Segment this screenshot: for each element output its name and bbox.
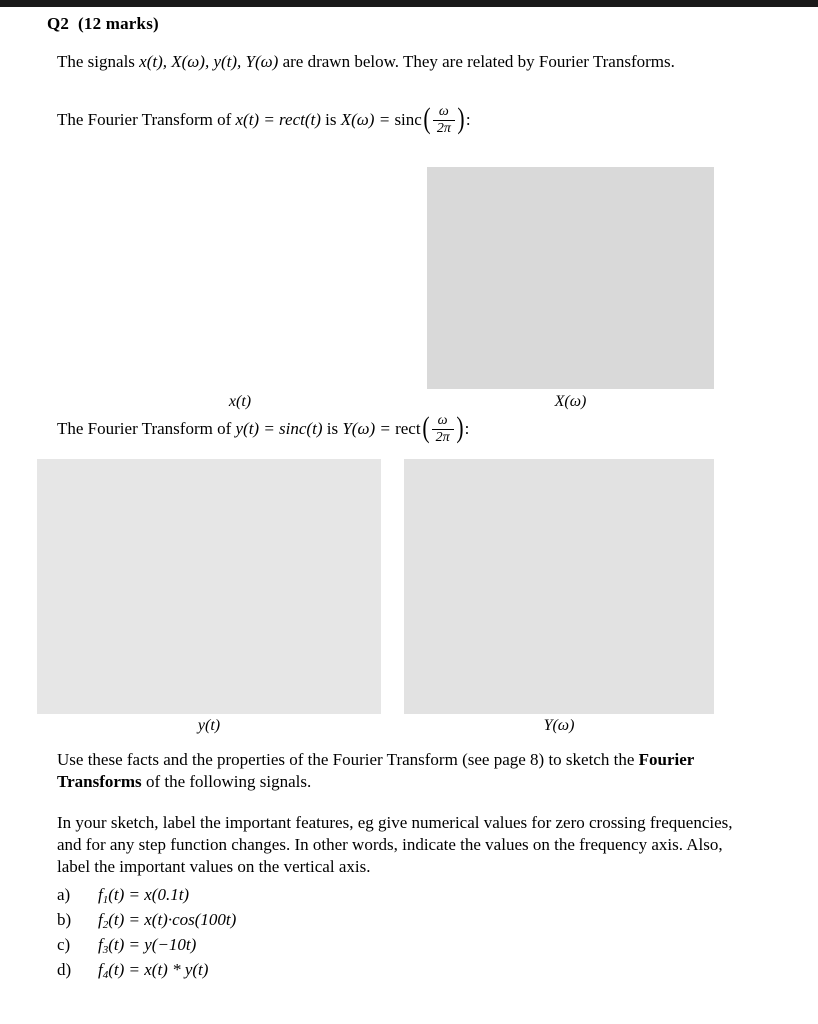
figure-Y-of-omega <box>404 459 714 714</box>
figure-x-of-t <box>111 195 369 385</box>
ft-y-prefix: The Fourier Transform of <box>57 419 236 439</box>
list-item <box>57 960 236 985</box>
item-func-name: f <box>98 960 103 979</box>
item-func-index: 4 <box>102 969 109 981</box>
ft-y-freq-lhs: Y(ω) = <box>342 419 396 439</box>
figure-background <box>37 459 381 714</box>
question-number: Q2 <box>47 14 70 33</box>
item-equation-c <box>98 935 196 956</box>
ft-x-time-expr: x(t) = rect(t) <box>235 110 321 130</box>
marks-label: (12 marks) <box>78 14 159 33</box>
figure-background <box>427 167 714 389</box>
ft-y-time-expr: y(t) = sinc(t) <box>235 419 323 439</box>
list-item <box>57 935 236 960</box>
page-title <box>47 14 159 34</box>
item-label-a: a) <box>57 885 71 904</box>
item-func-name: f <box>98 935 103 954</box>
intro-paragraph <box>57 51 675 73</box>
item-label-d: d) <box>57 960 72 979</box>
ft-y-fraction <box>432 413 454 445</box>
left-paren-glyph: ( <box>423 102 431 136</box>
item-func-body: (t) = y(−10t) <box>108 935 197 954</box>
ft-x-prefix: The Fourier Transform of <box>57 110 236 130</box>
instructions-paragraph-1 <box>57 749 757 793</box>
ft-x-statement <box>57 102 471 137</box>
figure-X-of-omega <box>427 167 714 389</box>
item-func-body: (t) = x(t) * y(t) <box>108 960 209 979</box>
item-equation-a <box>98 885 189 906</box>
item-func-body: (t) = x(t)·cos(100t) <box>108 910 237 929</box>
caption-Y-of-omega: Y(ω) <box>543 717 575 734</box>
instructions-1-lead: Use these facts and the properties of the Fourier Transform (see page 8) to sketch the <box>57 750 639 769</box>
item-equation-b <box>98 910 236 931</box>
ft-y-middle: is <box>322 419 343 439</box>
page-top-black-bar <box>0 0 818 7</box>
figure-background <box>404 459 714 714</box>
caption-x-of-t: x(t) <box>228 393 252 410</box>
ft-x-numerator: ω <box>438 104 449 119</box>
right-paren-glyph: ) <box>457 102 465 136</box>
figure-background <box>111 195 369 385</box>
figure-y-of-t <box>37 459 381 714</box>
item-func-body: (t) = x(0.1t) <box>108 885 190 904</box>
item-label-b: b) <box>57 910 72 929</box>
ft-y-numerator: ω <box>437 413 448 428</box>
ft-x-middle: is <box>320 110 341 130</box>
ft-x-fraction <box>433 104 455 136</box>
ft-x-denominator: 2π <box>433 120 455 137</box>
instructions-paragraph-2: In your sketch, label the important features, eg give numerical values for zero crossing frequencies, and for any step function changes. In other words, indicate the values on the frequency axis. Also, label the important values on the vertical axis. <box>57 813 733 877</box>
right-paren-glyph: ) <box>455 411 464 445</box>
item-equation-d <box>98 960 208 981</box>
ft-y-statement <box>57 411 470 446</box>
item-label-c: c) <box>57 935 71 954</box>
instructions-1-emphasis: Fourier Transforms <box>57 750 695 792</box>
caption-y-of-t: y(t) <box>197 717 221 734</box>
ft-x-suffix: : <box>465 110 471 130</box>
ft-x-func: sinc <box>394 110 422 130</box>
ft-x-freq-lhs: X(ω) = <box>340 110 395 130</box>
left-paren-glyph: ( <box>421 411 430 445</box>
intro-text-before: The signals <box>57 52 140 71</box>
ft-y-suffix: : <box>464 419 470 439</box>
signal-list <box>57 885 236 985</box>
item-func-name: f <box>98 910 103 929</box>
item-func-index: 1 <box>102 894 109 906</box>
ft-y-func: rect <box>395 419 421 439</box>
item-func-index: 3 <box>102 944 109 956</box>
item-func-index: 2 <box>102 919 109 931</box>
list-item <box>57 885 236 910</box>
instructions-1-tail: of the following signals. <box>141 772 312 792</box>
document-page <box>0 7 818 1024</box>
intro-signals: x(t), X(ω), y(t), Y(ω) <box>139 52 279 71</box>
ft-y-denominator: 2π <box>432 429 454 446</box>
item-func-name: f <box>98 885 103 904</box>
intro-text-after: are drawn below. They are related by Fourier Transforms. <box>278 52 675 71</box>
caption-X-of-omega: X(ω) <box>554 393 587 410</box>
list-item <box>57 910 236 935</box>
